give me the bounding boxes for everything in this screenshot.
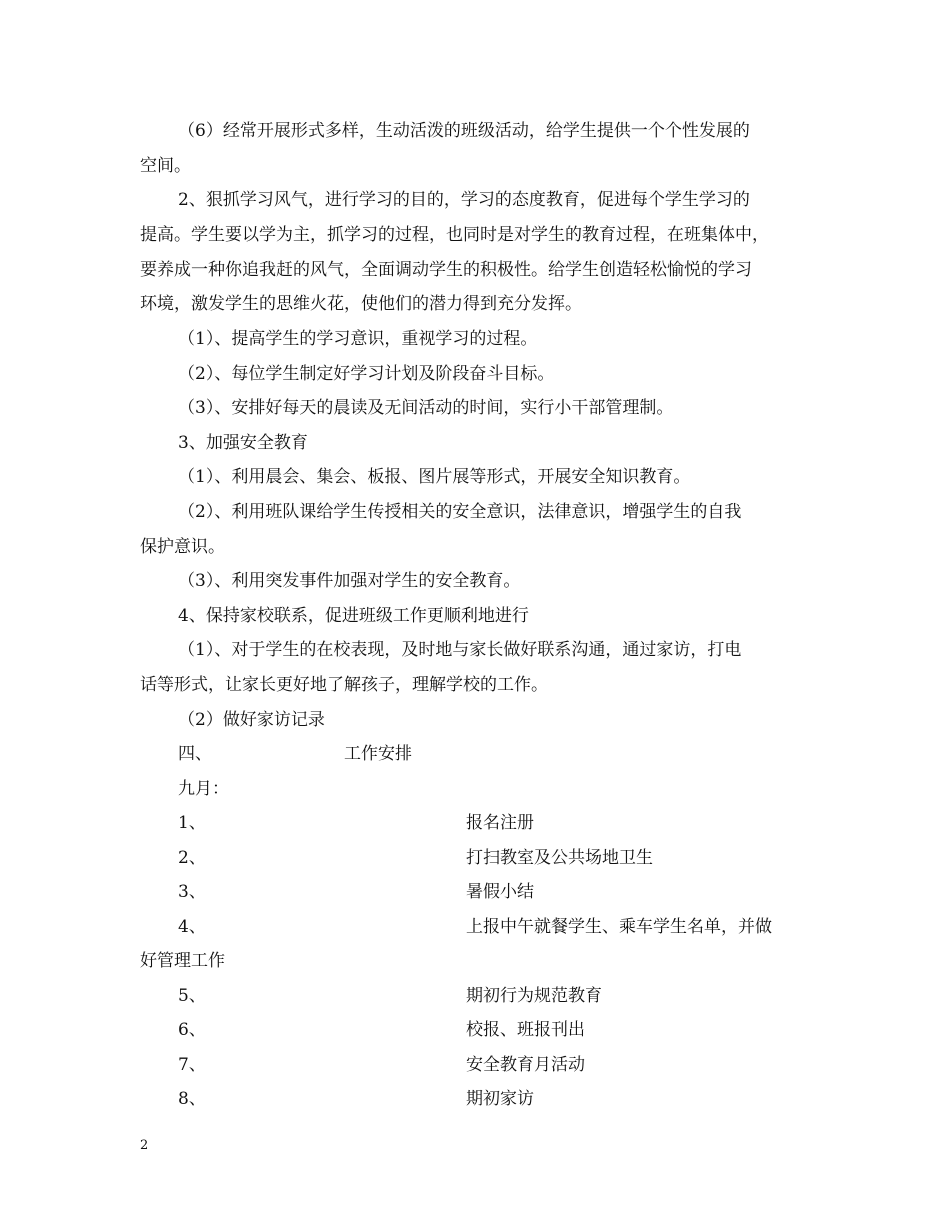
paragraph-line: 话等形式，让家长更好地了解孩子，理解学校的工作。: [140, 675, 548, 695]
schedule-number: 7、: [178, 1055, 206, 1075]
paragraph-line: 空间。: [140, 156, 191, 176]
paragraph-line: 3、加强安全教育: [178, 433, 308, 453]
paragraph-line: （6）经常开展形式多样，生动活泼的班级活动，给学生提供一个个性发展的: [178, 121, 750, 141]
month-heading: 九月：: [178, 779, 229, 799]
schedule-number: 4、: [178, 917, 206, 937]
schedule-item: 暑假小结: [466, 882, 534, 902]
schedule-item: 期初行为规范教育: [466, 986, 602, 1006]
schedule-item: 上报中午就餐学生、乘车学生名单，并做: [466, 917, 772, 937]
schedule-number: 2、: [178, 848, 206, 868]
paragraph-line: （3）、利用突发事件加强对学生的安全教育。: [178, 571, 521, 591]
schedule-item: 期初家访: [466, 1089, 534, 1109]
paragraph-line: 2、狠抓学习风气，进行学习的目的，学习的态度教育，促进每个学生学习的: [178, 190, 750, 210]
schedule-number: 6、: [178, 1020, 206, 1040]
paragraph-line: 4、保持家校联系，促进班级工作更顺利地进行: [178, 606, 529, 626]
schedule-item: 打扫教室及公共场地卫生: [466, 848, 653, 868]
section-number: 四、: [178, 744, 212, 764]
paragraph-line: （1）、对于学生的在校表现，及时地与家长做好联系沟通，通过家访，打电: [178, 640, 742, 660]
schedule-item: 校报、班报刊出: [466, 1020, 585, 1040]
paragraph-line: 提高。学生要以学为主，抓学习的过程，也同时是对学生的教育过程，在班集体中，: [140, 225, 769, 245]
paragraph-line: 要养成一种你追我赶的风气，全面调动学生的积极性。给学生创造轻松愉悦的学习: [140, 260, 752, 280]
schedule-item: 报名注册: [466, 813, 534, 833]
section-title: 工作安排: [344, 744, 412, 764]
paragraph-line: （3）、安排好每天的晨读及无间活动的时间，实行小干部管理制。: [178, 398, 674, 418]
paragraph-line: （2）做好家访记录: [178, 710, 325, 730]
schedule-item-continuation: 好管理工作: [140, 951, 225, 971]
schedule-number: 5、: [178, 986, 206, 1006]
paragraph-line: （2）、利用班队课给学生传授相关的安全意识，法律意识，增强学生的自我: [178, 502, 742, 522]
paragraph-line: （1）、利用晨会、集会、板报、图片展等形式，开展安全知识教育。: [178, 467, 691, 487]
schedule-item: 安全教育月活动: [466, 1055, 585, 1075]
page-number: 2: [140, 1138, 149, 1153]
paragraph-line: 保护意识。: [140, 537, 225, 557]
schedule-number: 3、: [178, 882, 206, 902]
paragraph-line: （2）、每位学生制定好学习计划及阶段奋斗目标。: [178, 364, 555, 384]
schedule-number: 1、: [178, 813, 206, 833]
paragraph-line: （1）、提高学生的学习意识，重视学习的过程。: [178, 329, 538, 349]
paragraph-line: 环境，激发学生的思维火花，使他们的潜力得到充分发挥。: [140, 294, 582, 314]
schedule-number: 8、: [178, 1089, 206, 1109]
